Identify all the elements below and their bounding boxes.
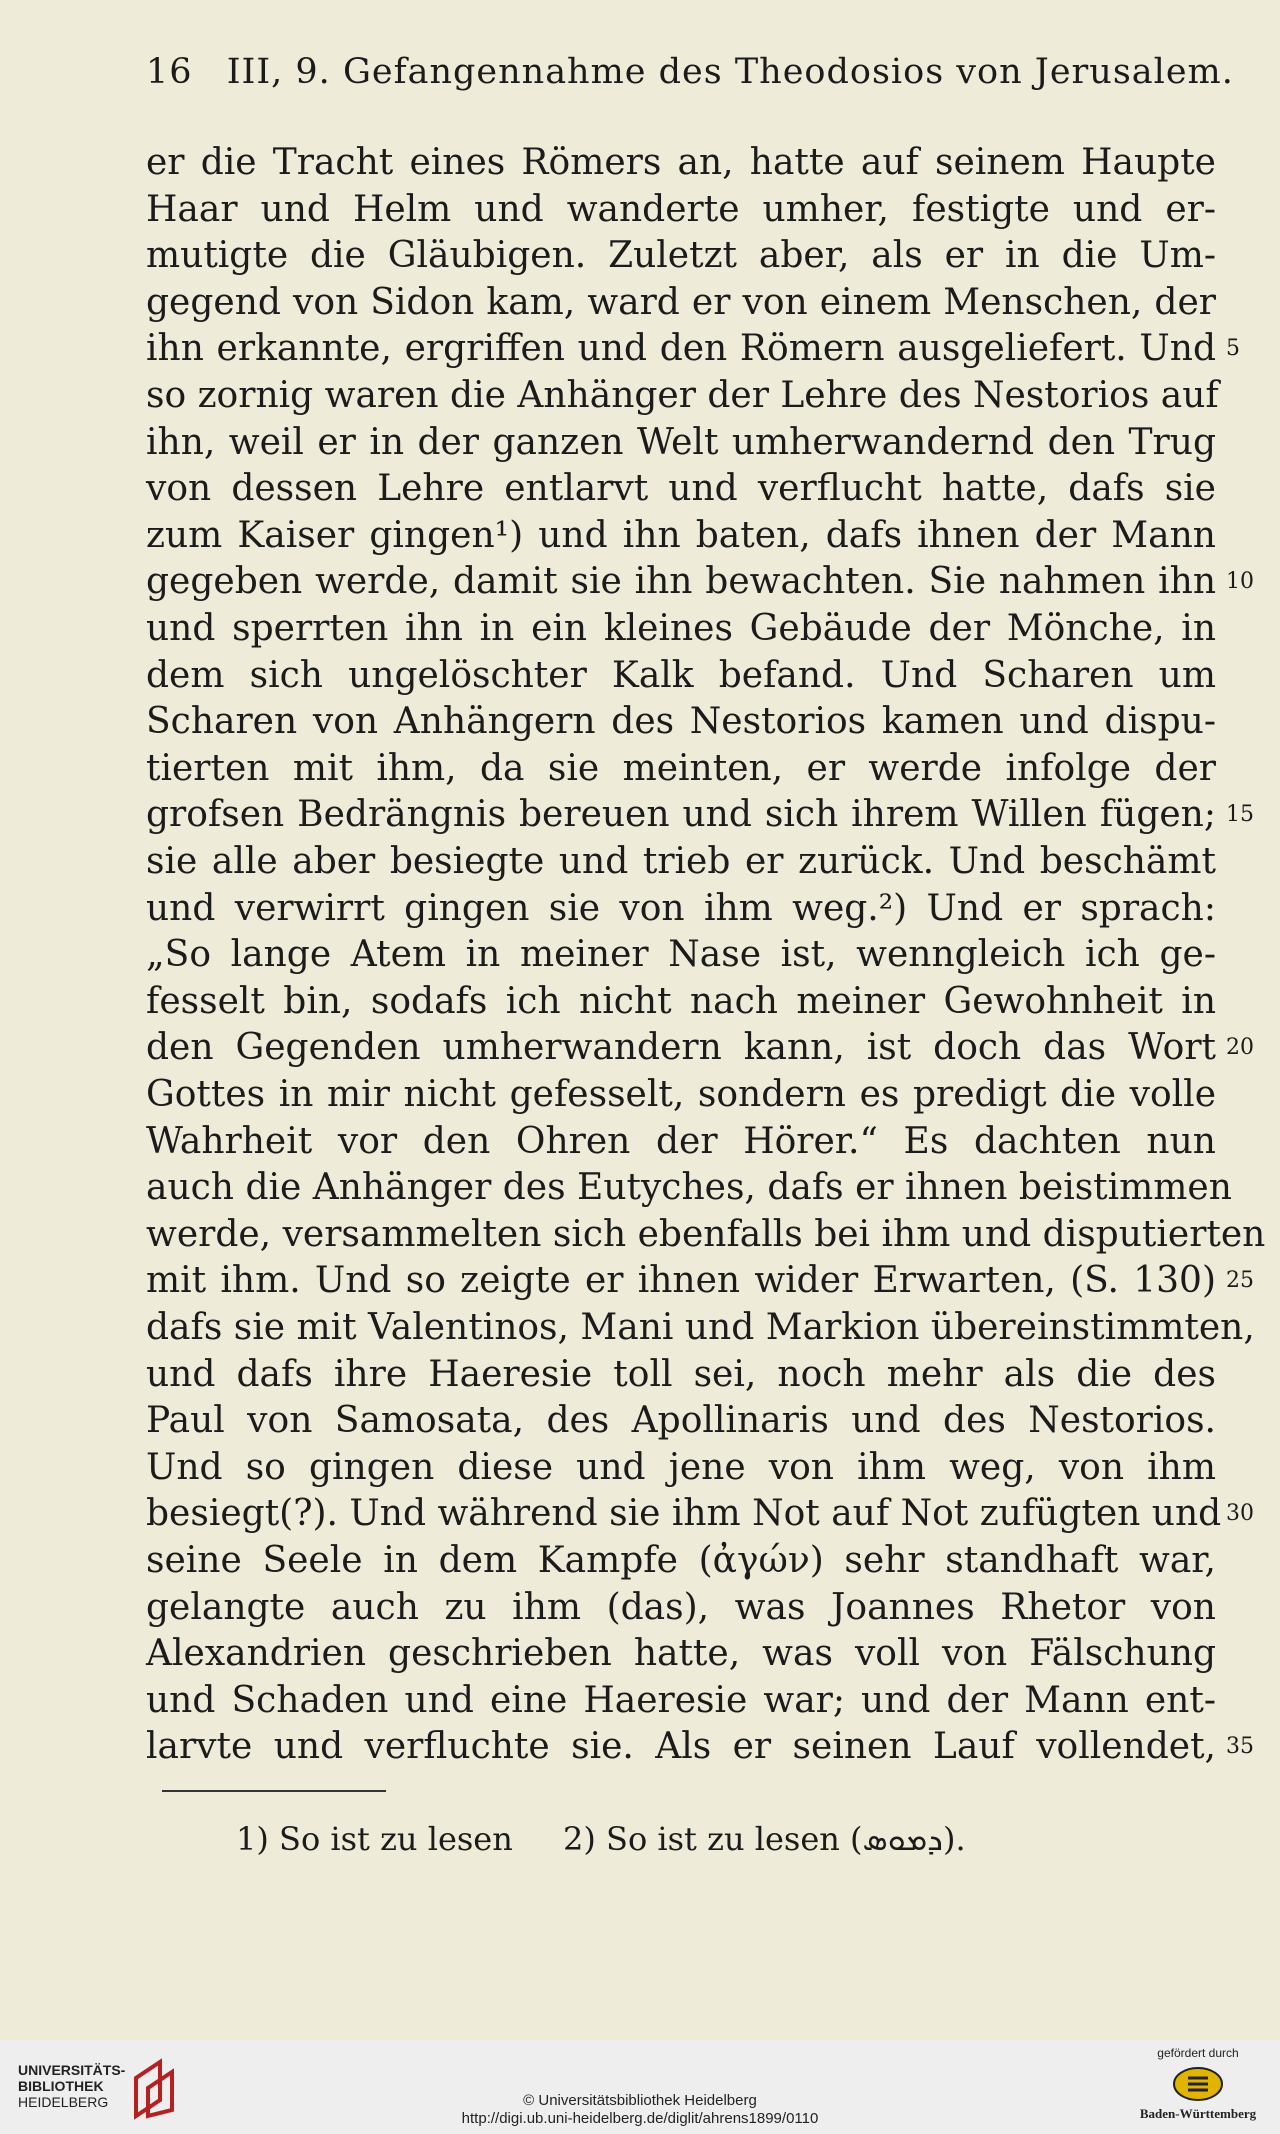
line-text: Scharen von Anhängern des Nestorios kamen und dispu- [146, 701, 1216, 743]
text-line [146, 699, 1216, 745]
line-text: larvte und verfluchte sie. Als er seinen Lauf vollendet, [146, 1726, 1216, 1768]
text-line [146, 1165, 1232, 1211]
line-text: von dessen Lehre entlarvt und verflucht hatte, dafs sie [146, 468, 1216, 510]
text-line [146, 420, 1216, 466]
text-line [146, 932, 1216, 978]
footnotes [236, 1820, 1006, 1859]
copyright-notice [0, 2092, 1280, 2128]
line-text: mutigte die Gläubigen. Zuletzt aber, als er in die Um- [146, 235, 1216, 277]
footnote-rule [162, 1790, 386, 1792]
page-number: 16 [146, 52, 193, 92]
text-line [146, 326, 1216, 372]
line-number: 35 [1226, 1734, 1254, 1760]
text-line [146, 1119, 1216, 1165]
text-line [146, 606, 1216, 652]
line-number: 10 [1226, 569, 1254, 595]
line-text: mit ihm. Und so zeigte er ihnen wider Erwarten, (S. 130) [146, 1260, 1216, 1302]
line-number: 30 [1226, 1501, 1254, 1527]
line-text: fesselt bin, sodafs ich nicht nach meiner Gewohnheit in [146, 980, 1216, 1022]
sponsor-label: gefördert durch [1157, 2046, 1239, 2060]
text-line [146, 839, 1216, 885]
footnote-2: 2) So ist zu lesen (ܕܡܘܣ). [563, 1820, 966, 1858]
line-number: 25 [1226, 1268, 1254, 1294]
text-line [146, 1305, 1255, 1351]
coat-of-arms-icon [1172, 2066, 1224, 2102]
text-line [146, 140, 1216, 186]
line-text: grofsen Bedrängnis bereuen und sich ihrem Willen fügen; [146, 794, 1216, 836]
copyright-text: © Universitätsbibliothek Heidelberg [523, 2092, 757, 2109]
text-line [146, 373, 1219, 419]
line-text: dem sich ungelöschter Kalk befand. Und Scharen um [146, 654, 1216, 696]
line-text: und sperrten ihn in ein kleines Gebäude der Mönche, in [146, 608, 1216, 649]
line-text: und Schaden und eine Haeresie war; und der Mann ent- [146, 1679, 1216, 1721]
text-line [146, 280, 1216, 326]
footnote-1: 1) So ist zu lesen [236, 1820, 513, 1858]
text-line [146, 1025, 1216, 1071]
line-text: er die Tracht eines Römers an, hatte auf seinem Haupte [146, 142, 1216, 183]
line-number: 5 [1226, 336, 1240, 362]
line-text: Alexandrien geschrieben hatte, was voll von Fälschung [146, 1633, 1216, 1675]
text-line [146, 1352, 1216, 1398]
line-text: gelangte auch zu ihm (das), was Joannes Rhetor von [146, 1586, 1216, 1628]
line-text: ihn, weil er in der ganzen Welt umherwandernd den Trug [146, 421, 1216, 463]
line-text: gegeben werde, damit sie ihn bewachten. Sie nahmen ihn [146, 561, 1216, 603]
line-text: Wahrheit vor den Ohren der Hörer.“ Es dachten nun [146, 1120, 1216, 1162]
permalink[interactable]: http://digi.ub.uni-heidelberg.de/diglit/ahrens1899/0110 [461, 2110, 819, 2127]
line-text: dafs sie mit Valentinos, Mani und Markion übereinstimmten, [146, 1307, 1255, 1348]
line-text: „So lange Atem in meiner Nase ist, wenngleich ich ge- [146, 934, 1216, 976]
text-line [146, 746, 1216, 792]
text-line [146, 466, 1216, 512]
line-text: ihn erkannte, ergriffen und den Römern ausgeliefert. Und [146, 328, 1216, 370]
section-number: III, 9. [226, 52, 331, 92]
text-line [146, 1445, 1216, 1491]
text-line [146, 653, 1216, 699]
library-name: UNIVERSITÄTS- BIBLIOTHEK HEIDELBERG [18, 2062, 126, 2110]
line-text: tierten mit ihm, da sie meinten, er werde infolge der [146, 747, 1216, 789]
line-text: Paul von Samosata, des Apollinaris und des Nestorios. [146, 1400, 1216, 1442]
header-title: Gefangennahme des Theodosios von Jerusalem. [342, 52, 1234, 92]
line-text: so zornig waren die Anhänger der Lehre des Nestorios auf [146, 375, 1219, 416]
line-number: 20 [1226, 1035, 1254, 1061]
text-line [146, 792, 1216, 838]
line-text: besiegt(?). Und während sie ihm Not auf Not zufügten und [146, 1493, 1222, 1535]
line-text: werde, versammelten sich ebenfalls bei ihm und disputierten [146, 1213, 1266, 1255]
text-line [146, 1631, 1216, 1677]
line-text: seine Seele in dem Kampfe (ἀγών) sehr standhaft war, [146, 1540, 1216, 1581]
line-text: Gottes in mir nicht gefesselt, sondern es predigt die volle [146, 1074, 1216, 1115]
line-text: Und so gingen diese und jene von ihm weg, von ihm [146, 1446, 1216, 1488]
text-line [146, 979, 1216, 1025]
text-line [146, 1538, 1216, 1584]
text-line [146, 1678, 1216, 1724]
line-text: auch die Anhänger des Eutyches, dafs er ihnen beistimmen [146, 1167, 1232, 1209]
sponsor-name: Baden-Württemberg [1139, 2106, 1257, 2121]
text-line [146, 1212, 1266, 1258]
text-line [146, 1258, 1216, 1304]
line-text: den Gegenden umherwandern kann, ist doch das Wort [146, 1027, 1216, 1069]
text-line [146, 233, 1216, 279]
text-line [146, 886, 1216, 932]
text-line [146, 1585, 1216, 1631]
line-number: 15 [1226, 802, 1254, 828]
line-text: sie alle aber besiegte und trieb er zurück. Und beschämt [146, 841, 1216, 882]
text-line [146, 1398, 1216, 1444]
line-text: gegend von Sidon kam, ward er von einem Menschen, der [146, 281, 1216, 323]
line-text: und verwirrt gingen sie von ihm weg.²) Und er sprach: [146, 887, 1216, 929]
text-line [146, 1072, 1216, 1118]
digitization-footer [0, 2040, 1280, 2134]
text-line [146, 559, 1216, 605]
line-text: Haar und Helm und wanderte umher, festigte und er- [146, 188, 1216, 230]
text-line [146, 1491, 1222, 1537]
text-line [146, 187, 1216, 233]
running-header [146, 52, 1234, 92]
text-line [146, 1724, 1216, 1770]
line-text: und dafs ihre Haeresie toll sei, noch mehr als die des [146, 1353, 1216, 1395]
text-line [146, 513, 1216, 559]
line-text: zum Kaiser gingen¹) und ihn baten, dafs ihnen der Mann [146, 514, 1216, 556]
sponsor-block [1128, 2046, 1268, 2122]
